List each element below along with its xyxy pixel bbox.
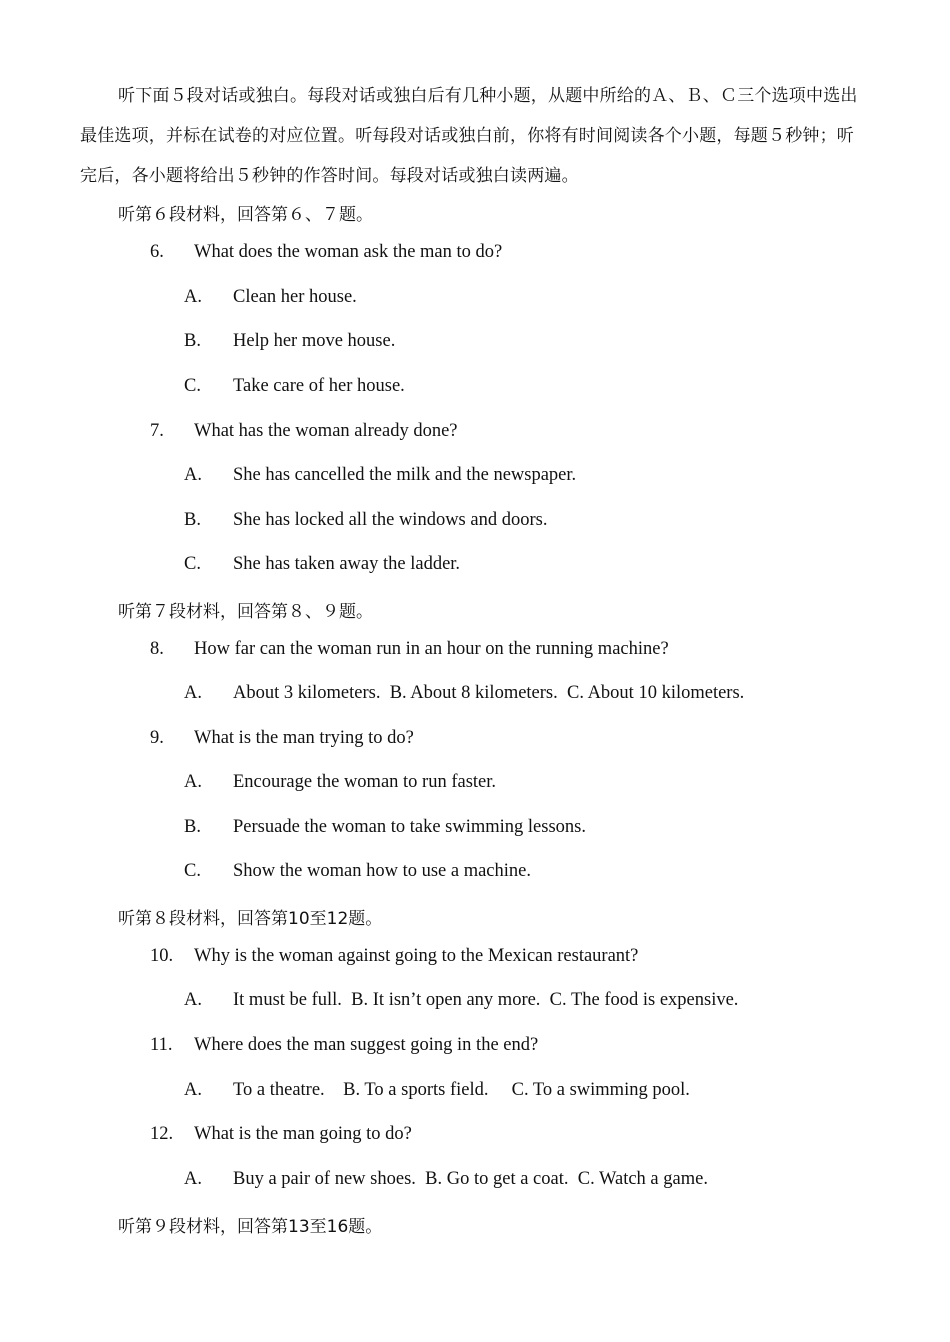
option-text: Clean her house. <box>233 287 357 307</box>
question-number: 12. <box>150 1124 174 1144</box>
option-text: She has cancelled the milk and the newspaper. <box>233 465 577 485</box>
option-label: A. <box>184 1169 202 1189</box>
option-text: Encourage the woman to run faster. <box>233 772 497 792</box>
question-6 <box>150 242 502 263</box>
question-8 <box>150 639 669 660</box>
option-7a <box>184 465 576 486</box>
option-label: A. <box>184 1080 202 1100</box>
section-heading: 听第９段材料，回答第13至16题。 <box>118 1217 383 1237</box>
option-text: About 3 kilometers. B. About 8 kilometers. C. About 10 kilometers. <box>233 683 745 703</box>
question-text: What does the woman ask the man to do? <box>194 242 503 262</box>
question-text: How far can the woman run in an hour on the running machine? <box>194 639 669 659</box>
option-text: Buy a pair of new shoes. B. Go to get a coat. C. Watch a game. <box>233 1169 708 1189</box>
option-9b <box>184 817 586 838</box>
option-label: A. <box>184 990 202 1010</box>
question-text: Why is the woman against going to the Mexican restaurant? <box>194 946 639 966</box>
option-6b <box>184 331 395 352</box>
option-text: It must be full. B. It isn’t open any more. C. The food is expensive. <box>233 990 739 1010</box>
section-heading: 听第６段材料，回答第６、７题。 <box>118 205 373 225</box>
section-heading: 听第７段材料，回答第８、９题。 <box>118 602 373 622</box>
option-label: B. <box>184 817 201 837</box>
option-label: C. <box>184 554 201 574</box>
question-11 <box>150 1035 538 1056</box>
question-7 <box>150 421 458 442</box>
option-label: A. <box>184 772 202 792</box>
option-text: Help her move house. <box>233 331 396 351</box>
option-6a <box>184 287 357 308</box>
option-text: Persuade the woman to take swimming lessons. <box>233 817 586 837</box>
option-7c <box>184 554 460 575</box>
question-12 <box>150 1124 412 1145</box>
question-number: 11. <box>150 1035 173 1055</box>
option-8-inline <box>184 683 744 704</box>
section-heading: 听第８段材料，回答第10至12题。 <box>118 909 383 929</box>
question-text: Where does the man suggest going in the end? <box>194 1035 539 1055</box>
option-label: C. <box>184 376 201 396</box>
option-9a <box>184 772 496 793</box>
option-text: She has taken away the ladder. <box>233 554 461 574</box>
option-text: To a theatre. B. To a sports field. C. To a swimming pool. <box>233 1080 690 1100</box>
option-label: A. <box>184 683 202 703</box>
option-label: B. <box>184 510 201 530</box>
option-10-inline <box>184 990 738 1011</box>
question-number: 8. <box>150 639 164 659</box>
option-label: B. <box>184 331 201 351</box>
question-9 <box>150 728 414 749</box>
question-number: 9. <box>150 728 164 748</box>
option-text: Take care of her house. <box>233 376 405 396</box>
option-label: A. <box>184 465 202 485</box>
question-text: What is the man trying to do? <box>194 728 414 748</box>
option-12-inline <box>184 1169 708 1190</box>
question-10 <box>150 946 638 967</box>
option-9c <box>184 861 531 882</box>
instructions-paragraph: 听下面５段对话或独白。每段对话或独白后有几种小题，从题中所给的Ａ、Ｂ、Ｃ三个选项中选出最佳选项，并标在试卷的对应位置。听每段对话或独白前，你将有时间阅读各个小题，每题５秒钟；听完后，各小题将给出５秒钟的作答时间。每段对话或独白读两遍。 <box>80 86 858 186</box>
question-text: What has the woman already done? <box>194 421 458 441</box>
question-number: 6. <box>150 242 164 262</box>
option-text: She has locked all the windows and doors. <box>233 510 548 530</box>
option-text: Show the woman how to use a machine. <box>233 861 531 881</box>
question-text: What is the man going to do? <box>194 1124 412 1144</box>
option-label: A. <box>184 287 202 307</box>
option-11-inline <box>184 1080 690 1101</box>
option-6c <box>184 376 405 397</box>
question-number: 10. <box>150 946 174 966</box>
option-7b <box>184 510 547 531</box>
question-number: 7. <box>150 421 164 441</box>
option-label: C. <box>184 861 201 881</box>
